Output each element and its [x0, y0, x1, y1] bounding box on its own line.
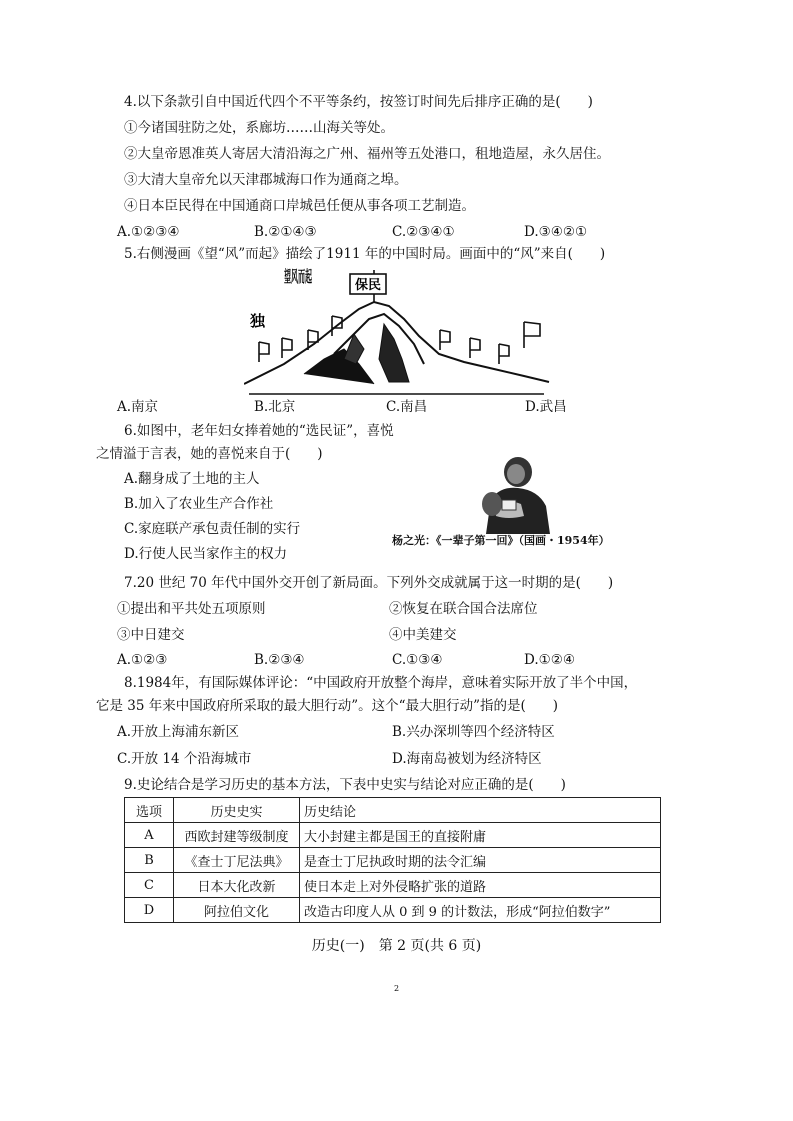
- q7-item-4: ④中美建交: [389, 627, 457, 643]
- table-cell-fact: 阿拉伯文化: [174, 898, 300, 923]
- table-row: [125, 823, 661, 848]
- q7-option-b: B.②③④: [254, 652, 305, 668]
- q4-item-3: ③大清大皇帝允以天津郡城海口作为通商之埠。: [124, 172, 408, 188]
- q9-stem: 9.史论结合是学习历史的基本方法，下表中史实与结论对应正确的是( ): [124, 777, 566, 793]
- table-cell-fact: 西欧封建等级制度: [174, 823, 300, 848]
- table-cell-fact: 《查士丁尼法典》: [174, 848, 300, 873]
- q8-option-b: B.兴办深圳等四个经济特区: [392, 724, 555, 740]
- q7-option-a: A.①②③: [117, 652, 168, 668]
- q4-option-b: B.②①④③: [254, 224, 317, 240]
- cartoon-mountain: [244, 302, 549, 394]
- history-table: [124, 797, 661, 923]
- cartoon-side-text: 独: [250, 312, 266, 330]
- table-cell-conclusion: 是查士丁尼执政时期的法令汇编: [300, 848, 661, 873]
- q4-item-1: ①今诸国驻防之处，系廊坊……山海关等处。: [124, 120, 394, 136]
- table-cell-conclusion: 使日本走上对外侵略扩张的道路: [300, 873, 661, 898]
- q7-stem: 7.20 世纪 70 年代中国外交开创了新局面。下列外交成就属于这一时期的是( ): [124, 575, 614, 591]
- q6-stem-line2: 之情溢于言表，她的喜悦来自于( ): [96, 446, 323, 462]
- q6-option-d: D.行使人民当家作主的权力: [124, 546, 288, 562]
- painting-illustration: [466, 454, 556, 534]
- q8-option-a: A.开放上海浦东新区: [117, 724, 240, 740]
- table-header-option: 选项: [125, 798, 174, 823]
- q6-option-a: A.翻身成了土地的主人: [124, 471, 260, 487]
- q4-stem: 4.以下条款引自中国近代四个不平等条约，按签订时间先后排序正确的是( ): [124, 94, 593, 110]
- cartoon-title-text: 望风而起: [284, 267, 312, 286]
- cartoon-illustration: [244, 264, 554, 398]
- q5-option-b: B.北京: [254, 399, 296, 415]
- table-cell-fact: 日本大化改新: [174, 873, 300, 898]
- q6-stem-line1: 6.如图中，老年妇女捧着她的“选民证”，喜悦: [124, 423, 394, 439]
- table-row: [125, 848, 661, 873]
- q4-item-4: ④日本臣民得在中国通商口岸城邑任便从事各项工艺制造。: [124, 198, 475, 214]
- table-row: [125, 873, 661, 898]
- table-header-conclusion: 历史结论: [300, 798, 661, 823]
- page-number: 2: [393, 984, 400, 993]
- table-cell-conclusion: 改造古印度人从 0 到 9 的计数法，形成“阿拉伯数字”: [300, 898, 661, 923]
- q5-option-a: A.南京: [117, 399, 159, 415]
- table-header-fact: 历史史实: [174, 798, 300, 823]
- q4-item-2: ②大皇帝恩准英人寄居大清沿海之广州、福州等五处港口，租地造屋，永久居住。: [124, 146, 610, 162]
- table-cell-option: D: [125, 898, 174, 923]
- painting-caption: 杨之光：《一辈子第一回》（国画・1954年）: [392, 534, 610, 547]
- q8-option-d: D.海南岛被划为经济特区: [392, 751, 542, 767]
- q7-item-2: ②恢复在联合国合法席位: [389, 601, 538, 617]
- q4-option-c: C.②③④①: [392, 224, 455, 240]
- q5-option-c: C.南昌: [386, 399, 428, 415]
- page-footer: 历史(一) 第 2 页(共 6 页): [311, 938, 482, 954]
- q7-option-c: C.①③④: [392, 652, 443, 668]
- q5-option-d: D.武昌: [525, 399, 567, 415]
- cartoon-flag-text: 保民: [354, 278, 382, 293]
- q4-option-d: D.③④②①: [524, 224, 588, 240]
- table-cell-conclusion: 大小封建主都是国王的直接附庸: [300, 823, 661, 848]
- q8-option-c: C.开放 14 个沿海城市: [117, 751, 252, 767]
- table-header-row: [125, 798, 661, 823]
- q6-option-c: C.家庭联产承包责任制的实行: [124, 521, 301, 537]
- table-cell-option: A: [125, 823, 174, 848]
- q8-stem-line2: 它是 35 年来中国政府所采取的最大胆行动”。这个“最大胆行动”指的是( ): [96, 698, 558, 714]
- table-row: [125, 898, 661, 923]
- q5-stem: 5.右侧漫画《望“风”而起》描绘了1911 年的中国时局。画面中的“风”来自( ): [124, 246, 606, 262]
- table-cell-option: C: [125, 873, 174, 898]
- q7-item-3: ③中日建交: [117, 627, 185, 643]
- q8-stem-line1: 8.1984年，有国际媒体评论：“中国政府开放整个海岸，意味着实际开放了半个中国，: [124, 675, 638, 691]
- q6-option-b: B.加入了农业生产合作社: [124, 496, 274, 512]
- q4-option-a: A.①②③④: [117, 224, 180, 240]
- q7-option-d: D.①②④: [524, 652, 575, 668]
- q7-item-1: ①提出和平共处五项原则: [117, 601, 266, 617]
- table-cell-option: B: [125, 848, 174, 873]
